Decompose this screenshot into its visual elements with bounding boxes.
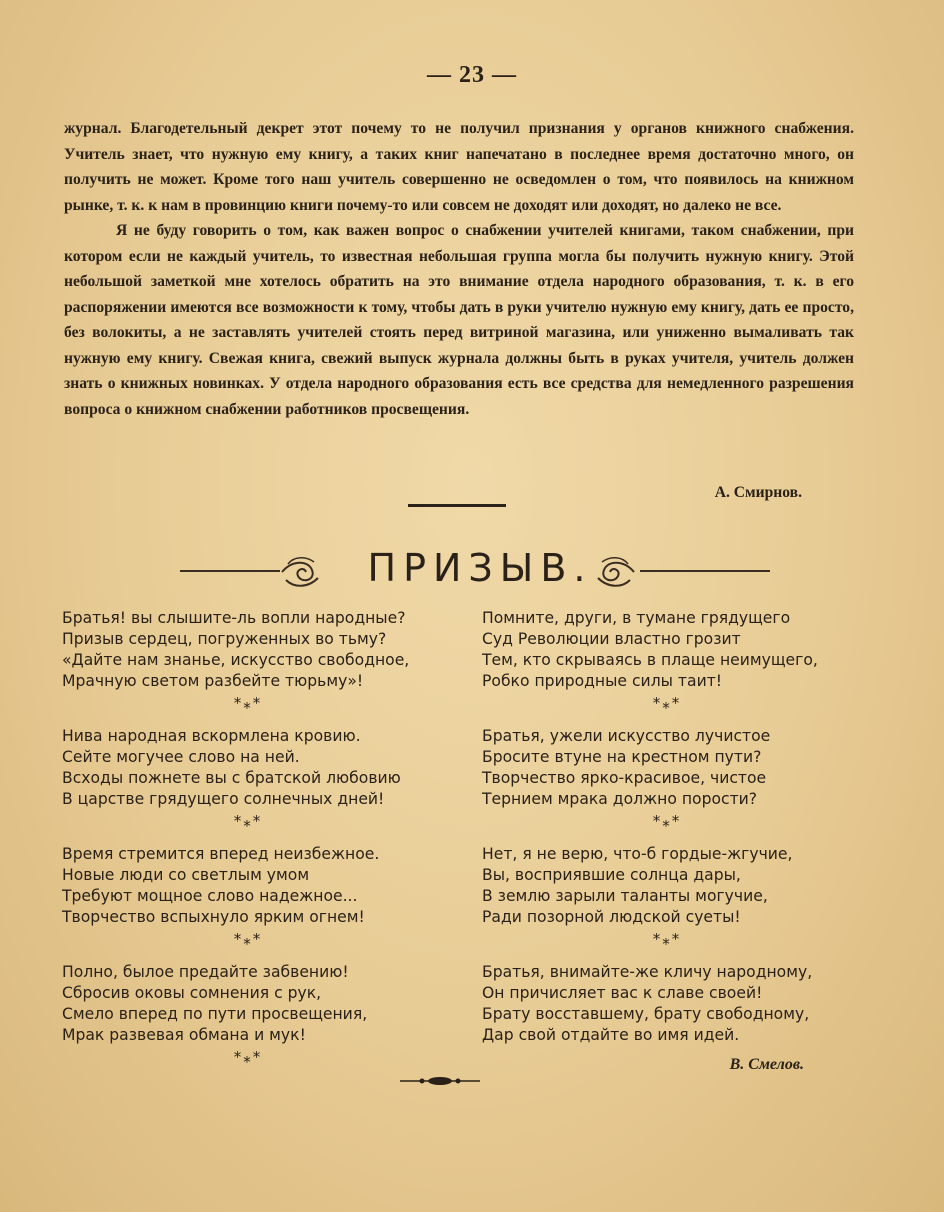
poem-line: В царстве грядущего солнечных дней! bbox=[62, 790, 385, 808]
poem-stanza bbox=[62, 726, 452, 810]
poem-line: Требуют мощное слово надежное... bbox=[62, 887, 358, 905]
poem-line: Бросите втуне на крестном пути? bbox=[482, 748, 762, 766]
poem-line: Творчество ярко-красивое, чистое bbox=[482, 769, 767, 787]
poem-line: Тем, кто скрываясь в плаще неимущего, bbox=[482, 651, 818, 669]
article-text bbox=[64, 116, 854, 422]
poem-line: Нива народная вскормлена кровию. bbox=[62, 727, 361, 745]
poem-column-left bbox=[62, 608, 452, 1080]
poem-line: Призыв сердец, погруженных во тьму? bbox=[62, 630, 387, 648]
poem-line: Новые люди со светлым умом bbox=[62, 866, 310, 884]
poem-line: Сейте могучее слово на ней. bbox=[62, 748, 300, 766]
poem-line: Время стремится вперед неизбежное. bbox=[62, 845, 380, 863]
poem-line: Смело вперед по пути просвещения, bbox=[62, 1005, 368, 1023]
stanza-separator: *** bbox=[233, 694, 263, 717]
poem-line: Ради позорной людской суеты! bbox=[482, 908, 741, 926]
page-number: — 23 — bbox=[427, 62, 517, 88]
poem-line: Братья, внимайте-же кличу народному, bbox=[482, 963, 813, 981]
article-paragraph: журнал. Благодетельный декрет этот почему то не получил признания у органов книжного снабжения. Учитель знает, что нужную ему книгу, а таких книг напечатано в последнее время достаточно много, он получить не может. Кроме того наш учитель совершенно не осведомлен о том, что появилось на книжном рынке, т. к. к нам в провинцию книги почему-то или совсем не доходят или доходят, но далеко не все. bbox=[64, 120, 854, 214]
title-rule-left bbox=[180, 570, 280, 572]
poem-line: Братья, ужели искусство лучистое bbox=[482, 727, 771, 745]
poem-stanza bbox=[482, 726, 842, 810]
article-signature: А. Смирнов. bbox=[714, 484, 802, 501]
poem-line: Мрачную светом разбейте тюрьму»! bbox=[62, 672, 364, 690]
stanza-separator: *** bbox=[652, 694, 682, 717]
flourish-right-icon bbox=[594, 552, 638, 592]
poem-stanza bbox=[62, 962, 452, 1046]
poem-stanza bbox=[62, 608, 452, 692]
poem-line: Суд Революции властно грозит bbox=[482, 630, 741, 648]
poem-line: В землю зарыли таланты могучие, bbox=[482, 887, 768, 905]
poem-line: Робко природные силы таит! bbox=[482, 672, 723, 690]
poem-line: Брату восставшему, брату свободному, bbox=[482, 1005, 810, 1023]
article-paragraph: Я не буду говорить о том, как важен вопрос о снабжении учителей книгами, таком снабжении, при котором если не каждый учитель, то известная небольшая группа могла бы получить нужную книгу. Этой небольшой заметкой мне хотелось обратить на это внимание отдела народного образования, т. к. в его распоряжении имеются все возможности к тому, чтобы дать в руки учителю нужную ему книгу, дать ее просто, без волокиты, а не заставлять учителей стоять перед витриной магазина, или униженно вымаливать так нужную ему книгу. Свежая книга, свежий выпуск журнала должны быть в руках учителя, учитель должен знать о книжных новинках. У отдела народного образования есть все средства для немедленного разрешения вопроса о книжном снабжении работников просвещения. bbox=[64, 222, 854, 418]
section-divider bbox=[408, 504, 506, 507]
end-ornament-icon bbox=[400, 1074, 480, 1088]
poem-line: Нет, я не верю, что-б гордые-жгучие, bbox=[482, 845, 793, 863]
poem-stanza bbox=[62, 844, 452, 928]
stanza-separator: *** bbox=[233, 930, 263, 953]
poem-line: Тернием мрака должно порости? bbox=[482, 790, 758, 808]
poem-line: Братья! вы слышите-ль вопли народные? bbox=[62, 609, 406, 627]
poem-line: Он причисляет вас к славе своей! bbox=[482, 984, 763, 1002]
stanza-separator: *** bbox=[233, 812, 263, 835]
poem-line: «Дайте нам знанье, искусство свободное, bbox=[62, 651, 410, 669]
poem-line: Помните, други, в тумане грядущего bbox=[482, 609, 791, 627]
poem-column-right bbox=[482, 608, 842, 1075]
poem-line: Мрак развевая обмана и мук! bbox=[62, 1026, 306, 1044]
stanza-separator: *** bbox=[652, 812, 682, 835]
poem-title-block bbox=[180, 546, 780, 602]
poem-stanza bbox=[482, 608, 842, 692]
poem-line: Творчество вспыхнуло ярким огнем! bbox=[62, 908, 365, 926]
poem-line: Сбросив оковы сомнения с рук, bbox=[62, 984, 322, 1002]
poem-stanza bbox=[482, 844, 842, 928]
poem-line: Вы, восприявшие солнца дары, bbox=[482, 866, 741, 884]
poem-line: Полно, былое предайте забвению! bbox=[62, 963, 349, 981]
stanza-separator: *** bbox=[652, 930, 682, 953]
poem-stanza bbox=[482, 962, 842, 1046]
poem-line: Дар свой отдайте во имя идей. bbox=[482, 1026, 740, 1044]
poem-title: ПРИЗЫВ. bbox=[367, 546, 593, 590]
stanza-separator: *** bbox=[233, 1048, 263, 1071]
flourish-left-icon bbox=[278, 552, 322, 592]
title-rule-right bbox=[640, 570, 770, 572]
poem-line: Всходы пожнете вы с братской любовию bbox=[62, 769, 401, 787]
poem-author: В. Смелов. bbox=[729, 1056, 804, 1073]
